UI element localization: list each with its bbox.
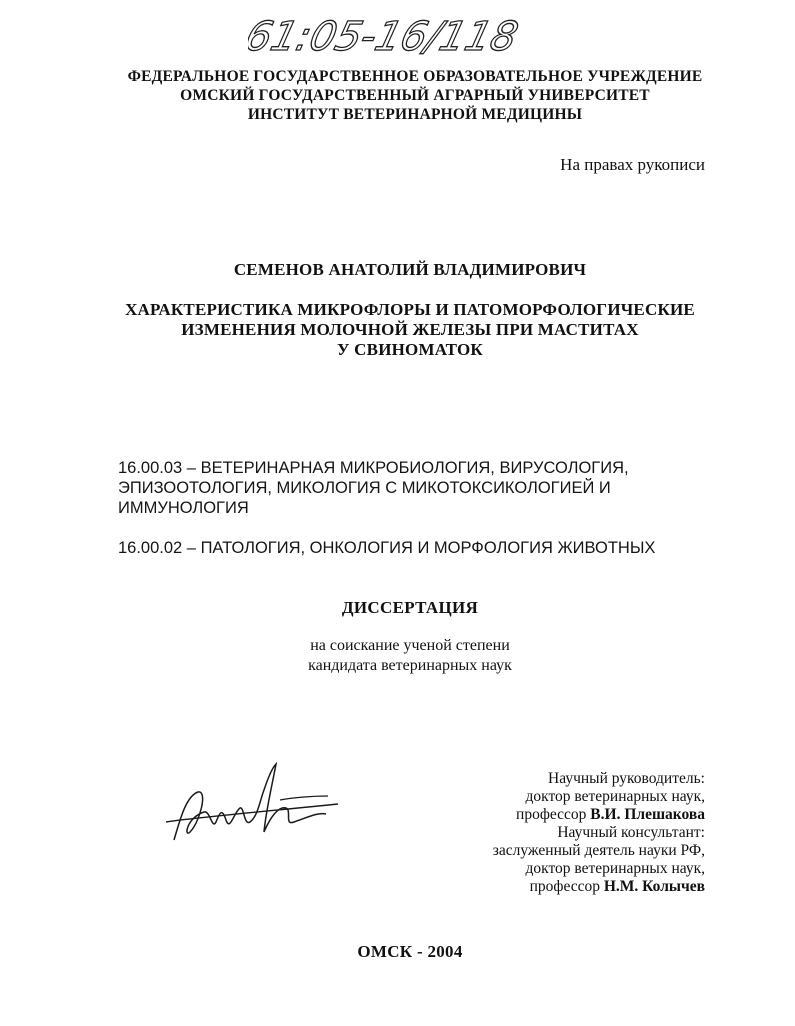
institution-line-3: ИНСТИТУТ ВЕТЕРИНАРНОЙ МЕДИЦИНЫ [247, 106, 583, 123]
institution-header [80, 67, 750, 124]
handwritten-number-drawing [248, 6, 528, 62]
title-line-1: ХАРАКТЕРИСТИКА МИКРОФЛОРЫ И ПАТОМОРФОЛОГИЧЕСКИЕ [125, 300, 695, 319]
dissertation-title [60, 300, 760, 360]
specialty-first-line-1: 16.00.03 – ВЕТЕРИНАРНАЯ МИКРОБИОЛОГИЯ, ВИРУСОЛОГИЯ, [118, 459, 629, 477]
handwritten-catalog-number [248, 6, 528, 62]
signature-drawing [160, 760, 350, 855]
degree-line-1: на соискание ученой степени [310, 637, 510, 654]
author-name: СЕМЕНОВ АНАТОЛИЙ ВЛАДИМИРОВИЧ [233, 260, 587, 279]
consultant-line [420, 878, 705, 896]
institution-line-2: ОМСКИЙ ГОСУДАРСТВЕННЫЙ АГРАРНЫЙ УНИВЕРСИТЕТ [180, 87, 650, 104]
consultant-title-2: доктор ветеринарных наук, [525, 860, 705, 877]
institution-line-1: ФЕДЕРАЛЬНОЕ ГОСУДАРСТВЕННОЕ ОБРАЗОВАТЕЛЬНОЕ УЧРЕЖДЕНИЕ [127, 68, 703, 85]
supervisors-block [420, 770, 705, 896]
degree-statement [60, 636, 760, 676]
supervisor-prefix: профессор [516, 806, 587, 823]
title-line-2: ИЗМЕНЕНИЯ МОЛОЧНОЙ ЖЕЛЕЗЫ ПРИ МАСТИТАХ [181, 320, 639, 339]
supervisor-role: Научный руководитель: [548, 770, 705, 787]
consultant-title-1: заслуженный деятель науки РФ, [492, 842, 705, 859]
specialty-first-line-3: ИММУНОЛОГИЯ [118, 499, 249, 517]
author-signature [160, 760, 350, 855]
specialty-first [118, 458, 718, 518]
title-line-3: У СВИНОМАТОК [337, 340, 483, 359]
consultant-role: Научный консультант: [557, 824, 705, 841]
degree-line-2: кандидата ветеринарных наук [308, 657, 512, 674]
consultant-name: Н.М. Колычев [603, 878, 705, 895]
handwritten-number-text: 61:05-16/118 [248, 12, 523, 60]
specialty-second: 16.00.02 – ПАТОЛОГИЯ, ОНКОЛОГИЯ И МОРФОЛОГИЯ ЖИВОТНЫХ [118, 539, 656, 557]
city-year: ОМСК - 2004 [357, 942, 463, 961]
supervisor-title: доктор ветеринарных наук, [525, 788, 705, 805]
specialty-first-line-2: ЭПИЗООТОЛОГИЯ, МИКОЛОГИЯ С МИКОТОКСИКОЛОГИЕЙ И [118, 479, 611, 497]
supervisor-line [420, 806, 705, 824]
supervisor-name: В.И. Плешакова [590, 806, 705, 823]
document-type: ДИССЕРТАЦИЯ [341, 598, 479, 617]
consultant-prefix: профессор [529, 878, 600, 895]
rights-note: На правах рукописи [560, 155, 705, 174]
